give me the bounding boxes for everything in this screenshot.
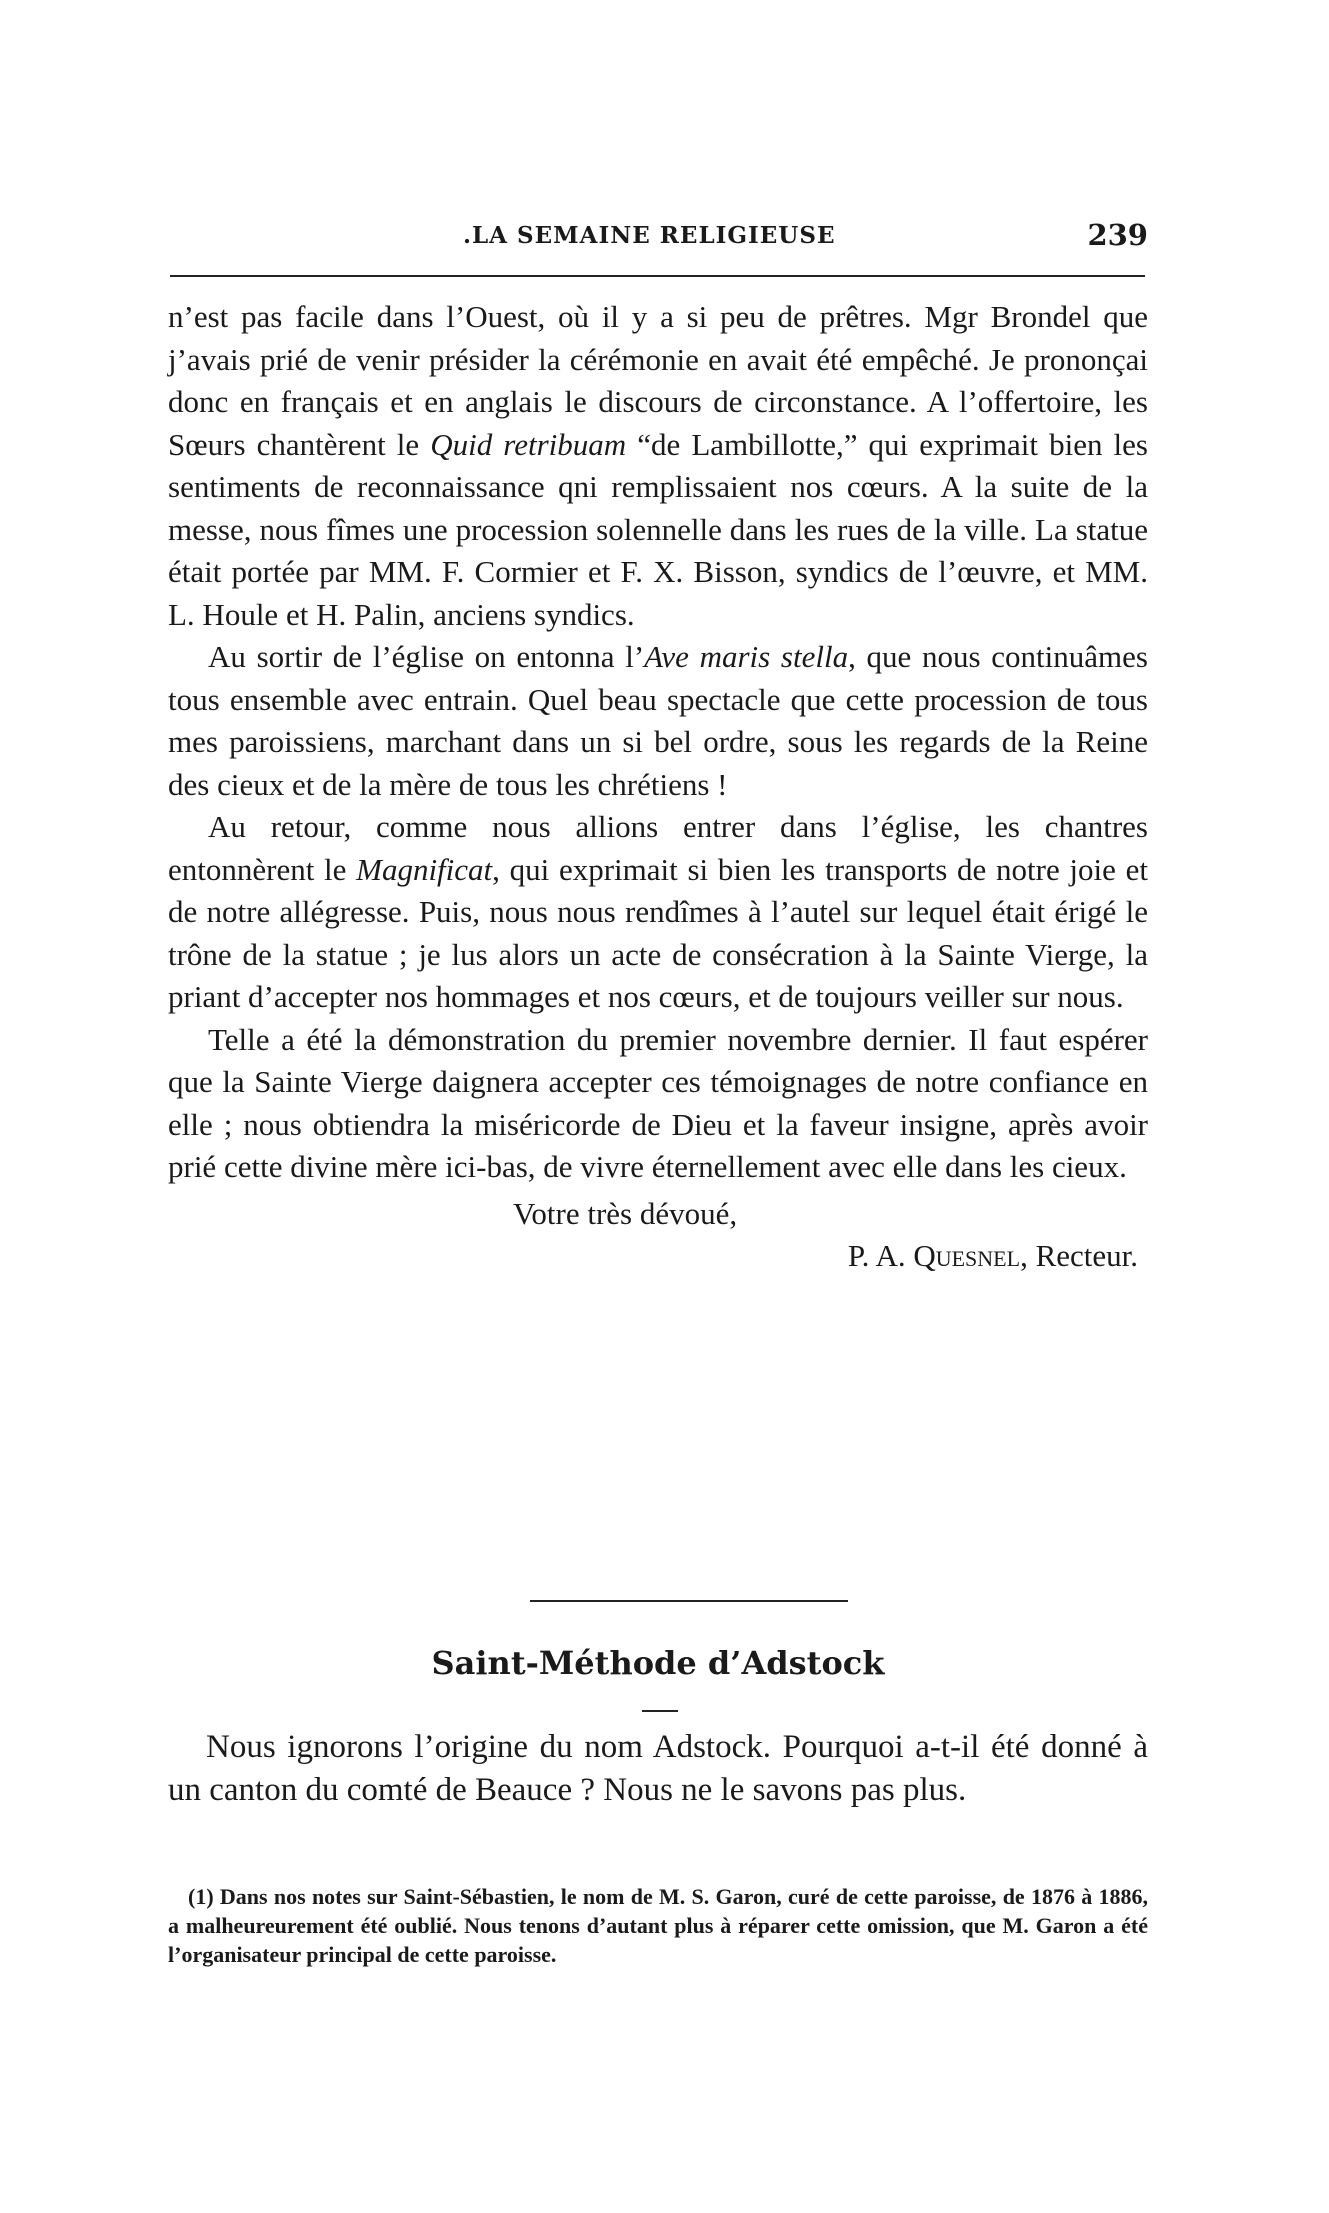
signature-initials: P. A.: [847, 1238, 914, 1273]
section-intro: [168, 1726, 1148, 1812]
signature-title: , Recteur.: [1020, 1238, 1138, 1273]
ave-maris-stella-title: Ave maris stella: [644, 639, 849, 674]
magnificat-title: Magnificat: [356, 851, 493, 887]
paragraph-text: Au retour, comme nous allions entrer dans l’église, les chantres entonnèrent le: [168, 809, 1148, 887]
intro-paragraph: Nous ignorons l’origine du nom Adstock. Pourquoi a-t-il été donné à un canton du comté de Beauce ? Nous ne le savons pas plus.: [168, 1729, 1148, 1808]
footnote-text: (1) Dans nos notes sur Saint-Sébastien, le nom de M. S. Garon, curé de cette paroisse, de 1876 à 1886, a malheureurement été oublié. Nous tenons d’autant plus à réparer cette omission, que M. Garon a été l’organisateur principal de cette paroisse.: [168, 1884, 1148, 1967]
letter-body: [168, 296, 1148, 1278]
paragraph-text: “de Lambillotte,” qui exprimait bien les sentiments de reconnaissance qni remplissaient nos cœurs. A la suite de la messe, nous fîmes une procession solennelle dans les rues de la ville. La statue était portée par MM. F. Cormier et F. X. Bisson, syndics de l’œuvre, et MM. L. Houle et H. Palin, anciens syndics.: [168, 426, 1148, 632]
letter-paragraph-3: [168, 806, 1148, 1019]
letter-paragraph-2: [168, 636, 1148, 806]
running-head: .LA SEMAINE RELIGIEUSE: [463, 222, 836, 249]
title-dash: [642, 1710, 678, 1712]
footnote: [168, 1882, 1148, 1969]
signature-line: [168, 1235, 1148, 1278]
signature-name: Quesnel: [913, 1238, 1021, 1273]
paragraph-text: Au sortir de l’église on entonna l’: [208, 639, 645, 674]
letter-paragraph-4: Telle a été la démonstration du premier novembre dernier. Il faut espérer que la Sainte Vierge daignera accepter ces témoignages de notre confiance en elle ; nous obtiendra la miséricorde de Dieu et la faveur insigne, après avoir prié cette divine mère ici-bas, de vivre éternellement avec elle dans les cieux.: [168, 1021, 1148, 1184]
page-header: [168, 218, 1148, 262]
page-number: 239: [1087, 218, 1148, 252]
paragraph-text: , qui exprimait si bien les transports de notre joie et de notre allégresse. Puis, nous nous rendîmes à l’autel sur lequel était érigé le trône de la statue ; je lus alors un acte de consécration à la Sainte Vierge, la priant d’accepter nos hommages et nos cœurs, et de toujours veiller sur nous.: [168, 851, 1148, 1014]
paragraph-text: , que nous continuâmes tous ensemble avec entrain. Quel beau spectacle que cette procession de tous mes paroissiens, marchant dans un si bel ordre, sous les regards de la Reine des cieux et de la mère de tous les chrétiens !: [168, 639, 1148, 802]
section-divider: [530, 1600, 848, 1602]
closing-line: Votre très dévoué,: [513, 1195, 738, 1231]
paragraph-text: n’est pas facile dans l’Ouest, où il y a si peu de prêtres. Mgr Brondel que j’avais prié de venir présider la cérémonie en avait été empêché. Je prononçai donc en français et en anglais le discours de circonstance. A l’offertoire, les Sœurs chantèrent le: [168, 299, 1148, 462]
letter-signoff: [168, 1193, 1148, 1278]
letter-paragraph-1: [168, 296, 1148, 636]
header-rule: [170, 275, 1145, 277]
section-title: Saint-Méthode d’Adstock: [431, 1644, 885, 1682]
quid-retribuam-title: Quid retribuam: [430, 426, 627, 462]
